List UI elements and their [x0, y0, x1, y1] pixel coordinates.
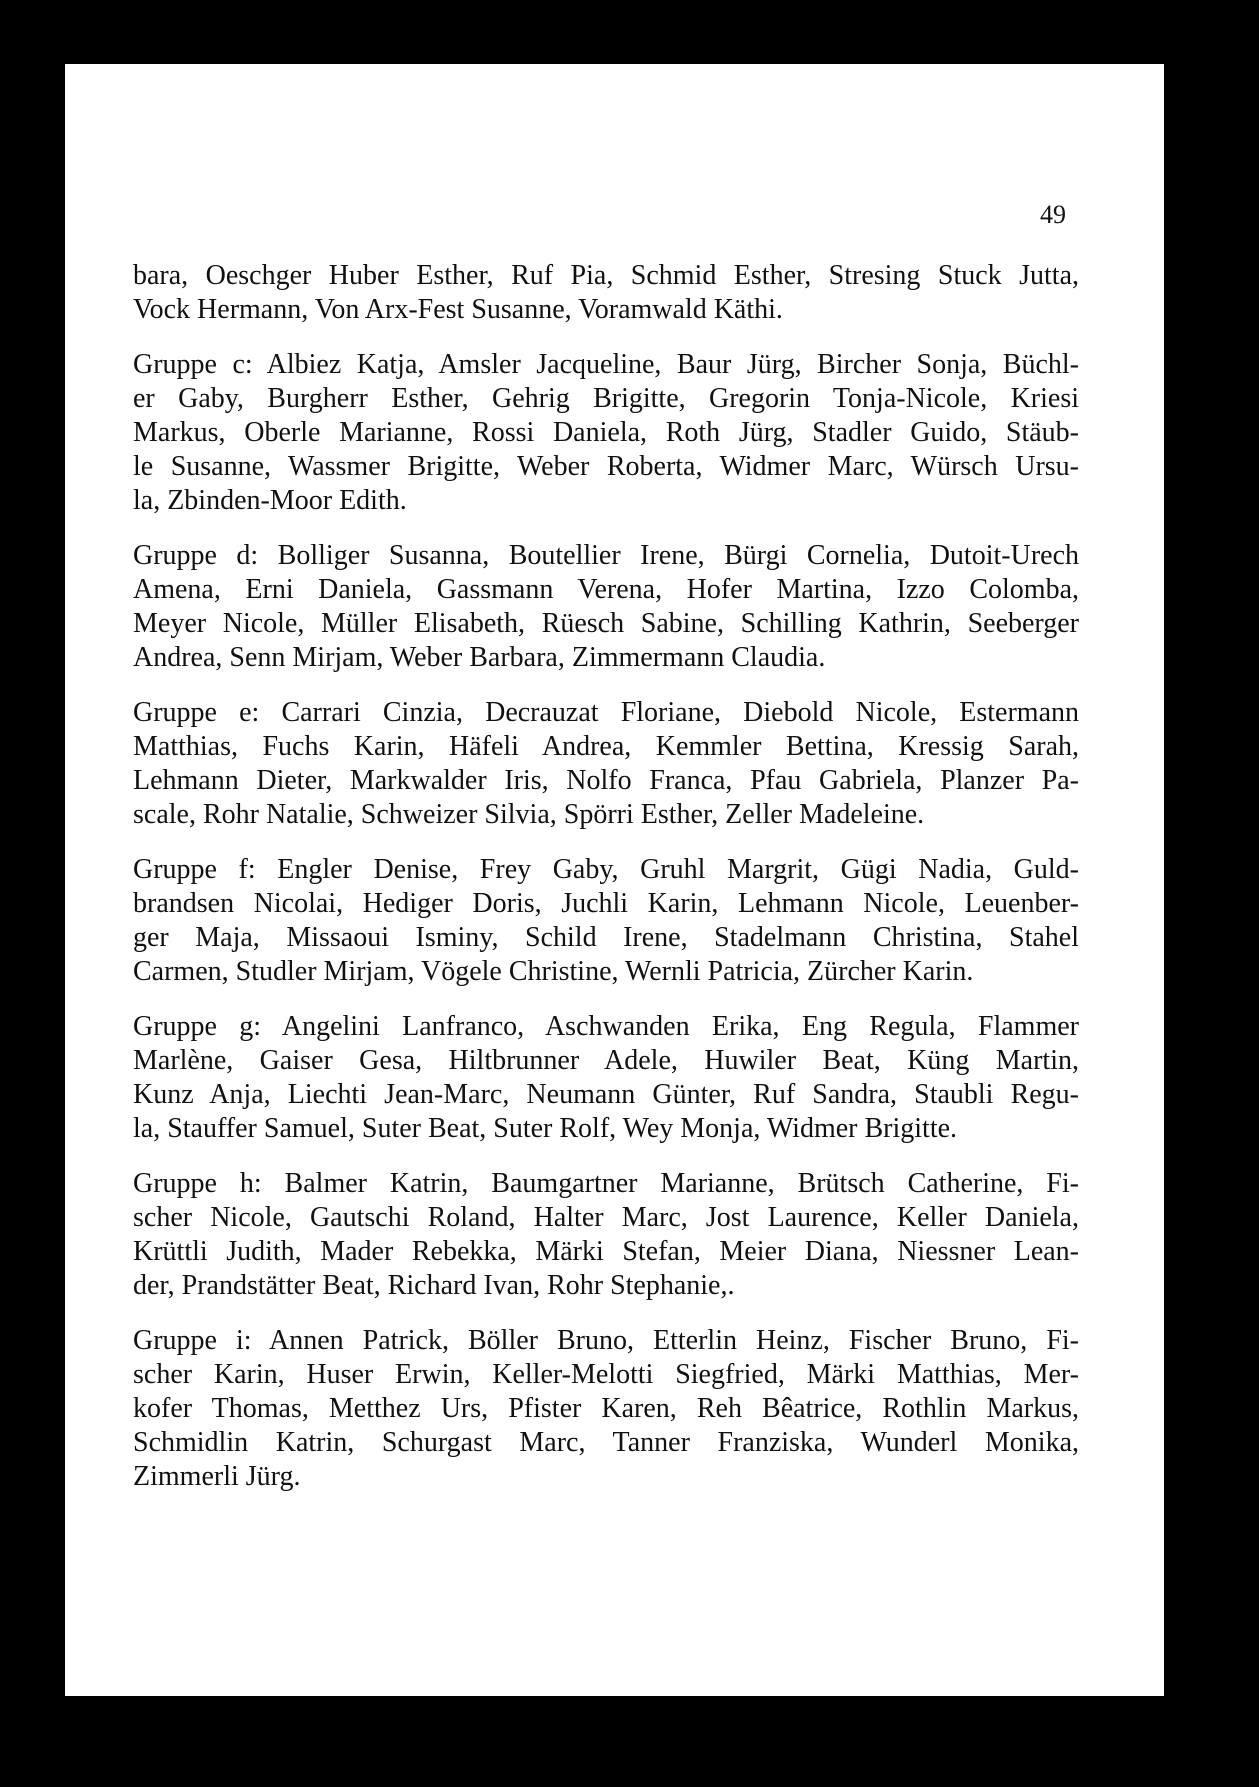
text-line: Gruppe d: Bolliger Susanna, Boutellier Irene, Bürgi Cornelia, Dutoit-Urech [133, 540, 1079, 571]
text-line: la, Stauffer Samuel, Suter Beat, Suter Rolf, Wey Monja, Widmer Brigitte. [133, 1113, 958, 1144]
paragraph-gruppe-h [133, 1167, 1079, 1303]
text-line: Schmidlin Katrin, Schurgast Marc, Tanner Franziska, Wunderl Monika, [133, 1427, 1079, 1458]
text-line: bara, Oeschger Huber Esther, Ruf Pia, Schmid Esther, Stresing Stuck Jutta, [133, 260, 1079, 291]
paragraph-gruppe-c [133, 348, 1079, 518]
text-line: kofer Thomas, Metthez Urs, Pfister Karen, Reh Bêatrice, Rothlin Markus, [133, 1393, 1079, 1424]
text-line: Marlène, Gaiser Gesa, Hiltbrunner Adele, Huwiler Beat, Küng Martin, [133, 1045, 1079, 1076]
text-line: Gruppe c: Albiez Katja, Amsler Jacqueline, Baur Jürg, Bircher Sonja, Büchl- [133, 349, 1079, 380]
text-line: scher Nicole, Gautschi Roland, Halter Marc, Jost Laurence, Keller Daniela, [133, 1202, 1079, 1233]
text-line: Gruppe e: Carrari Cinzia, Decrauzat Floriane, Diebold Nicole, Estermann [133, 697, 1079, 728]
text-line: Gruppe g: Angelini Lanfranco, Aschwanden Erika, Eng Regula, Flammer [133, 1011, 1079, 1042]
text-line: Matthias, Fuchs Karin, Häfeli Andrea, Kemmler Bettina, Kressig Sarah, [133, 731, 1079, 762]
text-line: Carmen, Studler Mirjam, Vögele Christine, Wernli Patricia, Zürcher Karin. [133, 956, 974, 987]
text-line: Gruppe i: Annen Patrick, Böller Bruno, Etterlin Heinz, Fischer Bruno, Fi- [133, 1325, 1079, 1356]
text-line: Gruppe f: Engler Denise, Frey Gaby, Gruhl Margrit, Gügi Nadia, Guld- [133, 854, 1079, 885]
text-line: Amena, Erni Daniela, Gassmann Verena, Hofer Martina, Izzo Colomba, [133, 574, 1079, 605]
body-text [133, 259, 1079, 1515]
text-line: ger Maja, Missaoui Isminy, Schild Irene, Stadelmann Christina, Stahel [133, 922, 1079, 953]
text-line: Krüttli Judith, Mader Rebekka, Märki Stefan, Meier Diana, Niessner Lean- [133, 1236, 1079, 1267]
paragraph-gruppe-d [133, 539, 1079, 675]
text-line: scale, Rohr Natalie, Schweizer Silvia, Spörri Esther, Zeller Madeleine. [133, 799, 925, 830]
text-line: der, Prandstätter Beat, Richard Ivan, Rohr Stephanie,. [133, 1270, 735, 1301]
text-line: er Gaby, Burgherr Esther, Gehrig Brigitte, Gregorin Tonja-Nicole, Kriesi [133, 383, 1079, 414]
text-line: Lehmann Dieter, Markwalder Iris, Nolfo Franca, Pfau Gabriela, Planzer Pa- [133, 765, 1079, 796]
text-line: le Susanne, Wassmer Brigitte, Weber Roberta, Widmer Marc, Würsch Ursu- [133, 451, 1079, 482]
paragraph-continuation [133, 259, 1079, 327]
text-line: Markus, Oberle Marianne, Rossi Daniela, Roth Jürg, Stadler Guido, Stäub- [133, 417, 1079, 448]
page-number: 49 [1040, 200, 1066, 229]
text-line: Andrea, Senn Mirjam, Weber Barbara, Zimmermann Claudia. [133, 642, 826, 673]
text-line: la, Zbinden-Moor Edith. [133, 485, 407, 516]
paragraph-gruppe-f [133, 853, 1079, 989]
text-line: Kunz Anja, Liechti Jean-Marc, Neumann Günter, Ruf Sandra, Staubli Regu- [133, 1079, 1079, 1110]
text-line: Gruppe h: Balmer Katrin, Baumgartner Marianne, Brütsch Catherine, Fi- [133, 1168, 1079, 1199]
text-line: scher Karin, Huser Erwin, Keller-Melotti Siegfried, Märki Matthias, Mer- [133, 1359, 1079, 1390]
text-line: Meyer Nicole, Müller Elisabeth, Rüesch Sabine, Schilling Kathrin, Seeberger [133, 608, 1079, 639]
text-line: brandsen Nicolai, Hediger Doris, Juchli Karin, Lehmann Nicole, Leuenber- [133, 888, 1079, 919]
paragraph-gruppe-i [133, 1324, 1079, 1494]
paragraph-gruppe-e [133, 696, 1079, 832]
text-line: Zimmerli Jürg. [133, 1461, 301, 1492]
paragraph-gruppe-g [133, 1010, 1079, 1146]
text-line: Vock Hermann, Von Arx-Fest Susanne, Voramwald Käthi. [133, 294, 783, 325]
